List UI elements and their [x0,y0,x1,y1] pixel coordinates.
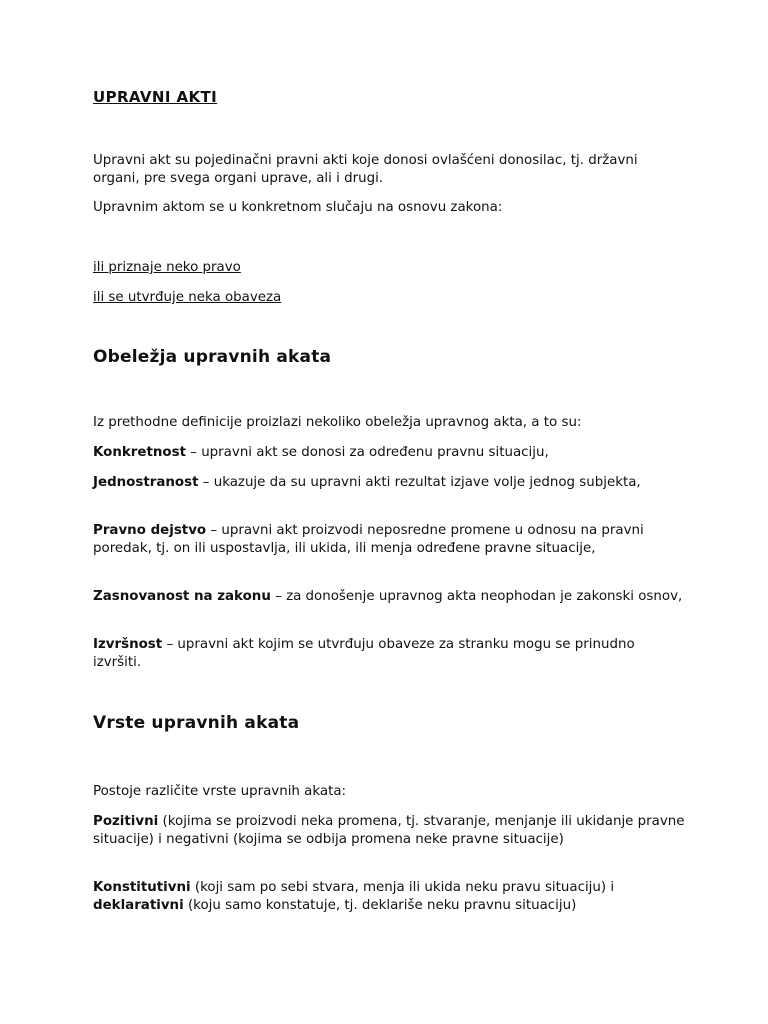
feature-term: Zasnovanost na zakonu [93,589,271,604]
intro-paragraph-1: Upravni akt su pojedinačni pravni akti koje donosi ovlašćeni donosilac, tj. državni organi, pre svega organi uprave, ali i drugi. [93,153,638,186]
type-term: negativni [166,832,229,847]
type-text: (koji sam po sebi stvara, menja ili ukida neku pravu situaciju) i [190,880,615,895]
intro-list-item-2: ili se utvrđuje neka obaveza [93,290,282,305]
type-text: (kojima se proizvodi neka promena, tj. stvaranje, menjanje ili ukidanje pravne situacije) i [93,814,685,847]
feature-text: – za donošenje upravnog akta neophodan je zakonski osnov, [270,589,683,604]
feature-item-konkretnost [93,444,685,462]
intro-paragraph-2: Upravnim aktom se u konkretnom slučaju na osnovu zakona: [93,200,503,215]
section1-lead: Iz prethodne definicije proizlazi nekoliko obeležja upravnog akta, a to su: [93,415,582,430]
feature-text: – upravni akt proizvodi neposredne promene u odnosu na pravni poredak, tj. on ili uspostavlja, ili ukida, ili menja određene pravne situacije, [93,523,644,556]
section-heading-vrste: Vrste upravnih akata [93,713,300,733]
feature-item-pravno-dejstvo [93,522,685,558]
type-term: deklarativni [93,898,184,913]
feature-item-jednostranost [93,474,685,492]
feature-text: – upravni akt kojim se utvrđuju obaveze za stranku mogu se prinudno izvršiti. [93,637,635,670]
feature-item-izvrsnost [93,636,685,672]
intro-list-item-1: ili priznaje neko pravo [93,260,241,275]
feature-term: Izvršnost [93,637,163,652]
feature-item-zasnovanost [93,588,685,606]
feature-term: Konkretnost [93,445,186,460]
type-text: (kojima se odbija promena neke pravne situacije) [228,832,564,847]
type-paragraph-konstitutivni [93,879,685,915]
feature-text: – upravni akt se donosi za određenu pravnu situaciju, [185,445,549,460]
section-heading-obelezja: Obeležja upravnih akata [93,347,332,367]
type-text: (koju samo konstatuje, tj. deklariše neku pravnu situaciju) [183,898,577,913]
type-paragraph-pozitivni [93,813,685,849]
section2-lead: Postoje različite vrste upravnih akata: [93,784,347,799]
feature-text: – ukazuje da su upravni akti rezultat izjave volje jednog subjekta, [198,475,641,490]
type-term: Konstitutivni [93,880,191,895]
feature-term: Jednostranost [93,475,199,490]
page-title: UPRAVNI AKTI [93,88,218,106]
feature-term: Pravno dejstvo [93,523,207,538]
type-term: Pozitivni [93,814,159,829]
